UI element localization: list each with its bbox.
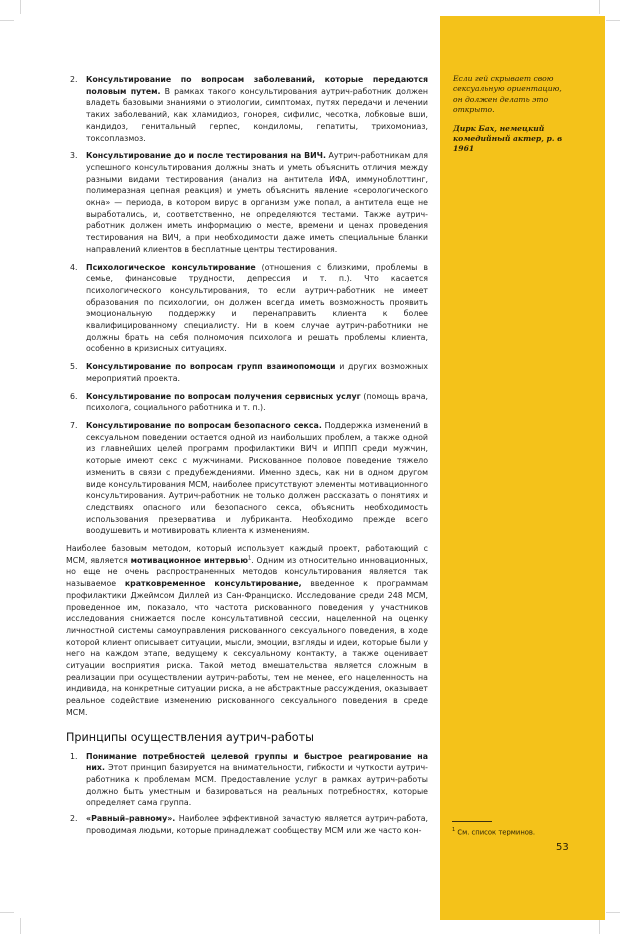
crop-mark — [20, 0, 21, 14]
footnote: $^1$ См. список терминов. — [452, 827, 536, 837]
list-item: 3. Консультирование до и после тестирования на ВИЧ. Аутрич-работникам для успешного консультирования должны знать и уметь объяснить отличия между разными видами тестирования (анализ на антитела ИФА, иммуноблоттинг, полимеразная цепная реакция) и уметь объяснить явление «серологического окна» — периода, в котором вирус в организм уже попал, а антитела еще не выработались, и, соответственно, не определяются тестами. Также аутрич-работник должен иметь информацию о месте, времени и ценах проведения тестирования на ВИЧ, а при необходимости даже иметь специальные бланки направлений клиентов в бесплатные центры тестирования. — [70, 151, 428, 254]
principles-list — [66, 751, 428, 837]
list-item: 1. Понимание потребностей целевой группы и быстрое реагирование на них. Этот принцип базируется на внимательности, гибкости и чуткости аутрич-работника к проблемам МСМ. Предоставление услуг в рамках аутрич-работы должно быть уместным и базироваться на реальных потребностях, которые определяет сама группа. — [70, 751, 428, 808]
main-text — [66, 74, 428, 840]
quote-text: Если гей скрывает свою сексуальную ориентацию, он должен делать это открыто. — [453, 74, 562, 115]
list-item: 5. Консультирование по вопросам групп взаимопомощи и других возможных мероприятий проекта. — [70, 362, 428, 383]
footnote-rule — [452, 821, 492, 822]
list-item: 6. Консультирование по вопросам получения сервисных услуг (помощь врача, психолога, социального работника и т. п.). — [70, 391, 428, 413]
crop-mark — [0, 20, 14, 21]
epigraph-quote — [453, 74, 565, 155]
list-item: 7. Консультирование по вопросам безопасного секса. Поддержка изменений в сексуальном поведении остается одной из наибольших проблем, а также одной из главнейших целей программ профилактики ВИЧ и ИППП среди мужчин, которые имеют секс с мужчинами. Рискованное половое поведение тяжело изменить в связи с предубеждениями. Именно здесь, как ни в одном другом виде консультирования МСМ, наиболее присутствуют элементы мотивационного консультирования. Аутрич-работник не только должен рассказать о понятиях и следствиях опасного или безопасного секса, объяснить необходимость использования презерватива и лубриканта. Необходимо прежде всего воодушевить и мотивировать клиента к изменениям. — [70, 420, 428, 536]
crop-mark — [599, 918, 600, 934]
footnote-text: См. список терминов. — [457, 828, 536, 837]
crop-mark — [0, 912, 14, 913]
list-item: 4. Психологическое консультирование (отношения с близкими, проблемы в семье, финансовые трудности, депрессия и т. п.). Что касается психологического консультирования, то если аутрич-работник не имеет образования по психологии, он должен всегда иметь возможность проявить эмоциональную поддержку и перенаправить клиента к более квалифицированному специалисту. Ни в коем случае аутрич-работники не должны брать на себя полномочия психолога и решать проблемы клиента, особенно в кризисных ситуациях. — [70, 262, 428, 354]
page-number: 53 — [556, 842, 569, 853]
list-item: 2. «Равный–равному». Наиболее эффективной зачастую является аутрич-работа, проводимая людьми, которые принадлежат сообществу МСМ или же часто кон- — [70, 814, 428, 835]
consulting-list — [66, 74, 428, 537]
body-paragraph: Наиболее базовым методом, который использует каждый проект, работающий с МСМ, является мотивационное интервью$^1$. Одним из относительно инновационных, но еще не очень распространенных методов консультирования является так называемое кратковременное консультирование, введенное к программам профилактики Джеймсом Диллей из Сан-Франциско. Исследование среди 248 МСМ, проведенное им, показало, что частота рискованного поведения у участников исследования снижается после консультативной сессии, нацеленной на оценку личностной системы самоуправления рискованного сексуального поведения, в ходе которой клиент описывает ситуации, мысли, эмоции, взгляды и идеи, которые были у него на каждом этапе, ведущему к сексуальному контакту, а также оценивает ситуации восприятия риска. Такой метод вмешательства является сложным в реализации при осуществлении аутрич-работы, тем не менее, его нацеленность на индивида, на конкретные ситуации риска, а не абстрактные рассуждения, оказывает реальное содействие изменению рискованного сексуального поведения в среде МСМ. — [66, 544, 428, 717]
list-item: 2. Консультирование по вопросам заболеваний, которые передаются половым путем. В рамках такого консультирования аутрич-работник должен владеть базовыми знаниями о этиологии, симптомах, путях передачи и лечении таких заболеваний, как хламидиоз, гонорея, сифилис, чесотка, лобковые вши, кандидоз, генитальный герпес, кондиломы, гепатиты, трихомониаз, токсоплазмоз. — [70, 75, 428, 143]
crop-mark — [599, 0, 600, 14]
crop-mark — [20, 918, 21, 934]
crop-mark — [606, 912, 620, 913]
section-heading: Принципы осуществления аутрич-работы — [66, 730, 314, 744]
crop-mark — [606, 20, 620, 21]
quote-author: Дирк Бах, немецкий комедийный актер, р. в 1961 — [453, 123, 563, 154]
